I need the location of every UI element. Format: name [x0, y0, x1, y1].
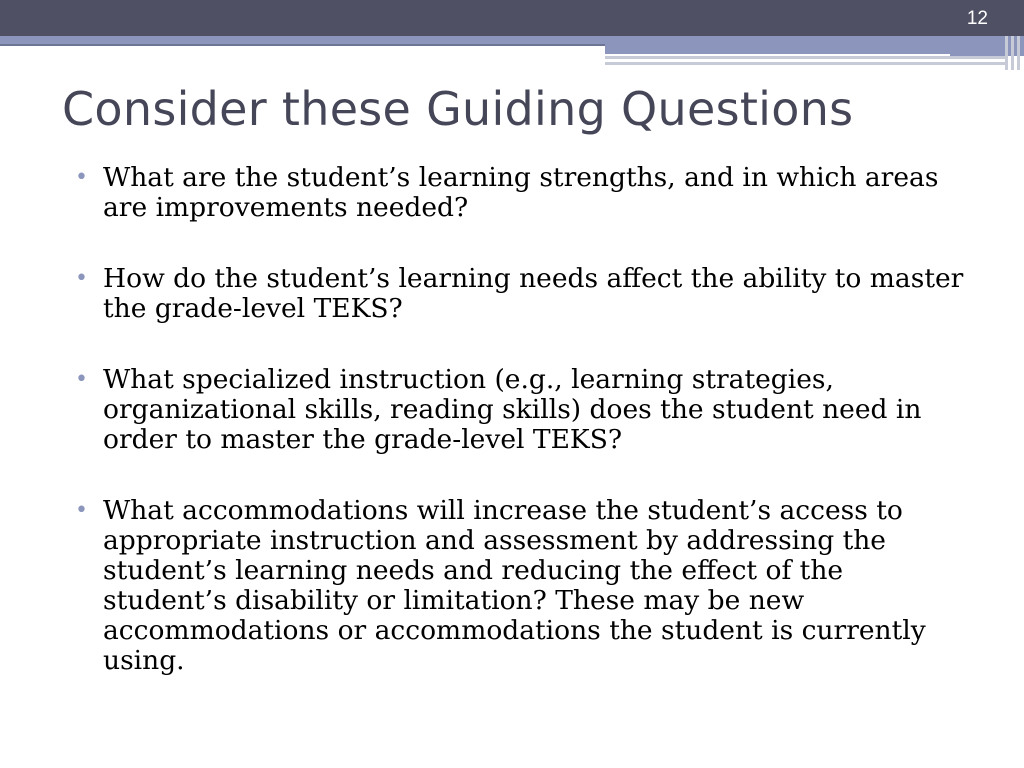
bullet-text: What accommodations will increase the student’s access to appropriate instruction and assessment by addressing the student’s learning needs and reducing the effect of the student’s disability or limitation? These may be new accommodations or accommodations the student is currently using. [103, 495, 926, 676]
bullet-item [75, 163, 975, 223]
bullet-marker-icon: • [75, 165, 88, 190]
bullet-item [75, 496, 975, 676]
header-accent-band [0, 36, 605, 44]
bullet-marker-icon: • [75, 367, 88, 392]
slide-title: Consider these Guiding Questions [62, 82, 854, 136]
bullet-item [75, 365, 975, 455]
bullet-marker-icon: • [75, 498, 88, 523]
bullet-text: What specialized instruction (e.g., learning strategies, organizational skills, reading skills) does the student need in order to master the grade-level TEKS? [103, 364, 922, 455]
header-stripe-line [605, 56, 1005, 59]
header-stripe-line-2 [605, 62, 1005, 65]
bullet-item [75, 264, 975, 324]
header-accent-shadow [0, 44, 605, 46]
header-bar [0, 0, 1024, 36]
slide-number: 12 [966, 8, 988, 29]
header-accent-band-right [605, 36, 1024, 56]
bullet-list [75, 163, 975, 717]
bullet-marker-icon: • [75, 266, 88, 291]
header-vertical-stripes [1003, 36, 1024, 70]
bullet-text: What are the student’s learning strengths, and in which areas are improvements needed? [103, 162, 939, 223]
bullet-text: How do the student’s learning needs affect the ability to master the grade-level TEKS? [103, 263, 964, 324]
